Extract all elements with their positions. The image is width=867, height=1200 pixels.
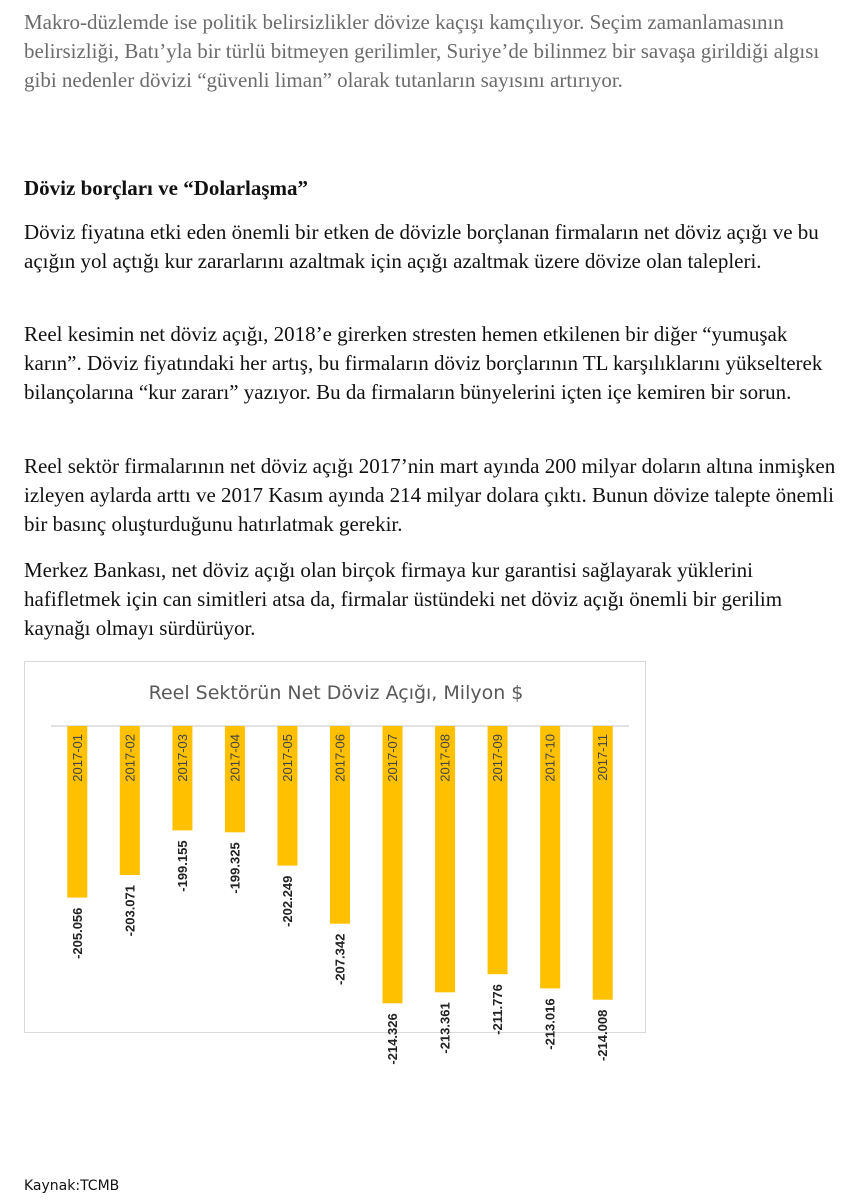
chart-value-label: -207.342 xyxy=(332,933,348,986)
chart-value-label: -199.325 xyxy=(227,842,243,894)
chart-value-label: -203.071 xyxy=(122,885,138,937)
chart-category-label: 2017-07 xyxy=(385,734,400,782)
chart-bars xyxy=(67,726,612,1065)
chart-category-label: 2017-08 xyxy=(437,734,453,782)
chart-canvas xyxy=(25,662,647,1065)
chart-category-label: 2017-06 xyxy=(332,734,348,782)
chart-value-label: -211.776 xyxy=(490,984,506,1035)
chart-value-label: -199.155 xyxy=(174,840,190,892)
chart-value-label: -213.361 xyxy=(437,1002,453,1054)
section-heading: Döviz borçları ve “Dolarlaşma” xyxy=(24,176,309,200)
chart-category-label: 2017-09 xyxy=(490,734,506,782)
body-paragraph: Merkez Bankası, net döviz açığı olan birçok firmaya kur garantisi sağlayarak yüklerini hafifletmek için can simitleri atsa da, firmalar üstündeki net döviz açığı önemli bir gerilim kaynağı olmayı sürdürüyor. xyxy=(24,558,783,640)
intro-paragraph: Makro-düzlemde ise politik belirsizlikler dövize kaçışı kamçılıyor. Seçim zamanlamasının belirsizliği, Batı’yla bir türlü bitmeyen gerilimler, Suriye’de bilinmez bir savaşa girildiği algısı gibi nedenler dövizi “güvenli liman” olarak tutanların sayısını artırıyor. xyxy=(24,10,820,92)
body-paragraph: Reel kesimin net döviz açığı, 2018’e girerken stresten hemen etkilenen bir diğer “yumuşak karın”. Döviz fiyatındaki her artış, bu firmaların döviz borçlarının TL karşılıklarını yükselterek bilançolarına “kur zararı” yazıyor. Bu da firmaların bünyelerini içten içe kemiren bir sorun. xyxy=(24,322,823,404)
chart-value-label: -213.016 xyxy=(542,998,558,1050)
chart-category-label: 2017-04 xyxy=(227,734,243,782)
chart-category-label: 2017-02 xyxy=(122,734,138,782)
chart-category-label: 2017-01 xyxy=(69,734,85,782)
body-paragraph: Reel sektör firmalarının net döviz açığı 2017’nin mart ayında 200 milyar doların altına inmişken izleyen aylarda arttı ve 2017 Kasım ayında 214 milyar dolara çıktı. Bunun dövize talepte önemli bir basınç oluşturduğunu hatırlatmak gerekir. xyxy=(24,454,836,536)
net-fx-deficit-chart xyxy=(24,661,646,1065)
chart-category-label: 2017-03 xyxy=(174,734,190,782)
chart-category-label: 2017-11 xyxy=(595,734,611,781)
chart-value-label: -205.056 xyxy=(69,907,85,959)
chart-value-label: -214.008 xyxy=(595,1009,611,1062)
chart-value-label: -214.326 xyxy=(385,1013,400,1065)
chart-title: Reel Sektörün Net Döviz Açığı, Milyon $ xyxy=(148,682,524,704)
chart-category-label: 2017-05 xyxy=(280,734,295,782)
source-note: Kaynak:TCMB xyxy=(24,1178,120,1194)
chart-category-label: 2017-10 xyxy=(542,734,558,782)
chart-value-label: -202.249 xyxy=(280,875,295,927)
body-paragraph: Döviz fiyatına etki eden önemli bir etken de dövizle borçlanan firmaların net döviz açığı ve bu açığın yol açtığı kur zararlarını azaltmak için açığı azaltmak üzere dövize olan talepleri. xyxy=(24,220,819,273)
